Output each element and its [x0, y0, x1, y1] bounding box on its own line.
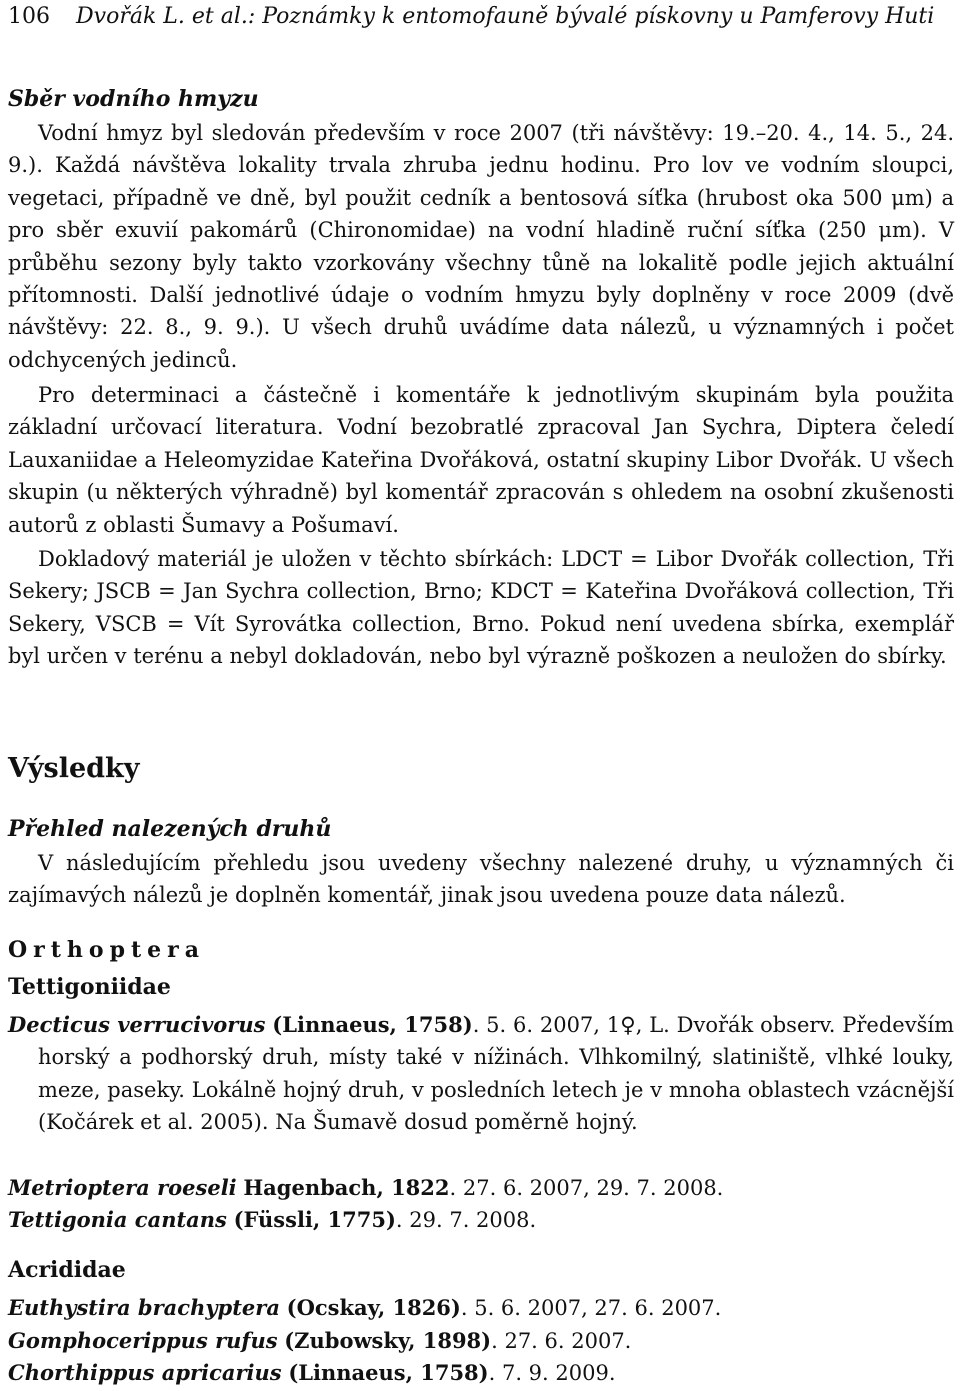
methods-paragraph-1: Vodní hmyz byl sledován především v roce 2007 (tři návštěvy: 19.–20. 4., 14. 5., 24. 9.). Každá návštěva lokality trvala zhruba jednu hodinu. Pro lov ve vodním sloupci, vegetaci, případně ve dně, byl použit cedník a bentosová síťka (hrubost oka 500 μm) a pro sběr exuvií pakomárů (Chironomidae) na vodní hladině ruční síťka (250 μm). V průběhu sezony byly takto vzorkovány všechny tůně na lokalitě podle jejich aktuální přítomnosti. Další jednotlivé údaje o vodním hmyzu byly doplněny v roce 2009 (dvě návštěvy: 22. 8., 9. 9.). U všech druhů uvádíme data nálezů, u významných i počet odchycených jedinců. — [8, 121, 954, 372]
results-heading: Výsledky — [8, 753, 140, 784]
species-entry — [8, 1357, 954, 1389]
species-entry — [8, 1204, 954, 1236]
family-heading: Tettigoniidae — [8, 974, 171, 1000]
species-name: Decticus verrucivorus — [8, 1012, 266, 1037]
species-record: . 29. 7. 2008. — [395, 1208, 537, 1232]
species-author: (Linnaeus, 1758) — [272, 1012, 473, 1037]
species-author: Hagenbach, 1822 — [243, 1175, 450, 1200]
species-name: Tettigonia cantans — [8, 1207, 227, 1232]
species-record: . 27. 6. 2007. — [491, 1329, 632, 1353]
running-head — [8, 2, 954, 32]
species-record: . 5. 6. 2007, 27. 6. 2007. — [460, 1296, 722, 1320]
species-entry — [8, 1172, 954, 1204]
species-record: . 27. 6. 2007, 29. 7. 2008. — [449, 1176, 724, 1200]
species-record: . 5. 6. 2007, 1♀, L. Dvořák observ. Především horský a podhorský druh, místy také v nížinách. Vlhkomilný, slatiniště, vlhké louky, meze, paseky. Lokálně hojný druh, v posledních letech je v mnoha oblastech vzácnější (Kočárek et al. 2005). Na Šumavě dosud poměrně hojný. — [38, 1013, 955, 1135]
species-entry — [8, 1292, 954, 1324]
methods-paragraph-2: Pro determinaci a částečně i komentáře k jednotlivým skupinám byla použita základní určovací literatura. Vodní bezobratlé zpracoval Jan Sychra, Diptera čeledí Lauxaniidae a Heleomyzidae Kateřina Dvořáková, ostatní skupiny Libor Dvořák. U všech skupin (u některých výhradně) byl komentář zpracován s ohledem na osobní zkušenosti autorů z oblasti Šumavy a Pošumaví. — [8, 383, 954, 537]
species-entry — [8, 1009, 954, 1139]
species-author: (Füssli, 1775) — [233, 1207, 396, 1232]
species-record: . 7. 9. 2009. — [488, 1361, 616, 1385]
species-name: Metrioptera roeseli — [8, 1175, 237, 1200]
species-author: (Zubowsky, 1898) — [284, 1328, 492, 1353]
order-heading: Orthoptera — [8, 937, 205, 963]
methods-paragraph-3: Dokladový materiál je uložen v těchto sbírkách: LDCT = Libor Dvořák collection, Tři Sekery; JSCB = Jan Sychra collection, Brno; KDCT = Kateřina Dvořáková collection, Tři Sekery, VSCB = Vít Syrovátka collection, Brno. Pokud není uvedena sbírka, exemplář byl určen v terénu a nebyl dokladován, nebo byl výrazně poškozen a neuložen do sbírky. — [8, 547, 954, 669]
results-subheading: Přehled nalezených druhů — [8, 816, 332, 842]
species-author: (Linnaeus, 1758) — [288, 1360, 489, 1385]
running-title: Dvořák L. et al.: Poznámky k entomofauně bývalé pískovny u Pamferovy Huti — [76, 4, 935, 29]
species-name: Gomphocerippus rufus — [8, 1328, 278, 1353]
page-number: 106 — [8, 4, 50, 29]
results-intro: V následujícím přehledu jsou uvedeny všechny nalezené druhy, u významných či zajímavých nálezů je doplněn komentář, jinak jsou uvedena pouze data nálezů. — [8, 851, 954, 908]
species-name: Chorthippus apricarius — [8, 1360, 282, 1385]
species-author: (Ocskay, 1826) — [286, 1295, 461, 1320]
methods-heading: Sběr vodního hmyzu — [8, 86, 259, 112]
species-entry — [8, 1325, 954, 1357]
family-heading: Acrididae — [8, 1257, 126, 1283]
species-name: Euthystira brachyptera — [8, 1295, 280, 1320]
